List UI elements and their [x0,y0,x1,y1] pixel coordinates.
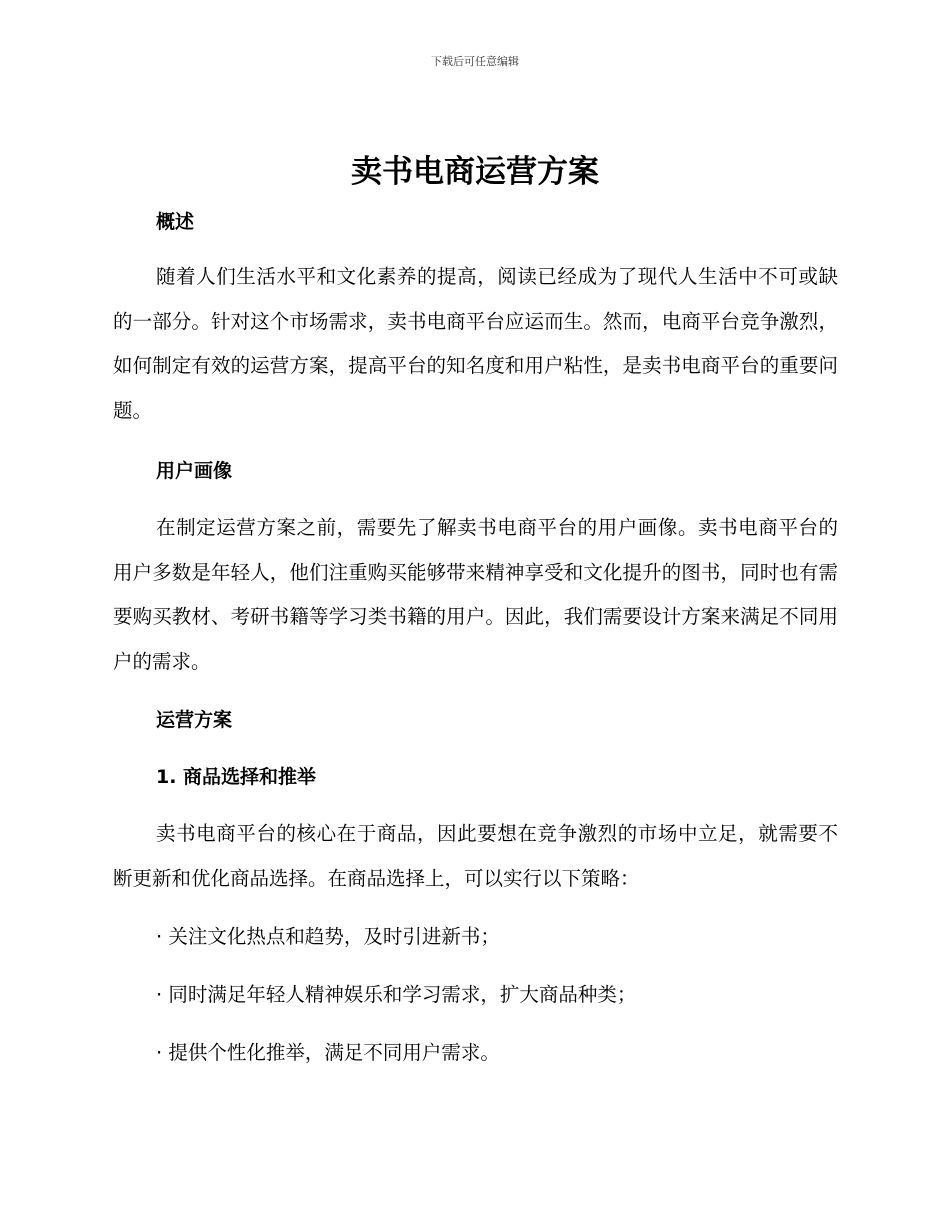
bullet-item: · 提供个性化推举，满足不同用户需求。 [156,1041,500,1064]
bullet-item: · 关注文化热点和趋势，及时引进新书； [156,925,500,948]
heading-user-profile: 用户画像 [156,460,233,482]
heading-operation: 运营方案 [156,709,233,731]
heading-overview: 概述 [156,211,195,233]
header-note: 下载后可任意编辑 [431,55,519,68]
paragraph-overview: 随着人们生活水平和文化素养的提高，阅读已经成为了现代人生活中不可或缺的一部分。针对这个市场需求，卖书电商平台应运而生。然而，电商平台竞争激烈，如何制定有效的运营方案，提高平台的知名度和用户粘性，是卖书电商平台的重要问题。 [113,265,838,422]
document-title: 卖书电商运营方案 [351,154,599,190]
subheading-product-selection: 1. 商品选择和推举 [156,766,317,788]
bullet-item: · 同时满足年轻人精神娱乐和学习需求，扩大商品种类； [156,983,637,1006]
paragraph-user-profile: 在制定运营方案之前，需要先了解卖书电商平台的用户画像。卖书电商平台的用户多数是年轻人，他们注重购买能够带来精神享受和文化提升的图书，同时也有需要购买教材、考研书籍等学习类书籍的用户。因此，我们需要设计方案来满足不同用户的需求。 [113,516,838,673]
paragraph-product-selection: 卖书电商平台的核心在于商品，因此要想在竞争激烈的市场中立足，就需要不断更新和优化商品选择。在商品选择上，可以实行以下策略： [113,822,838,890]
